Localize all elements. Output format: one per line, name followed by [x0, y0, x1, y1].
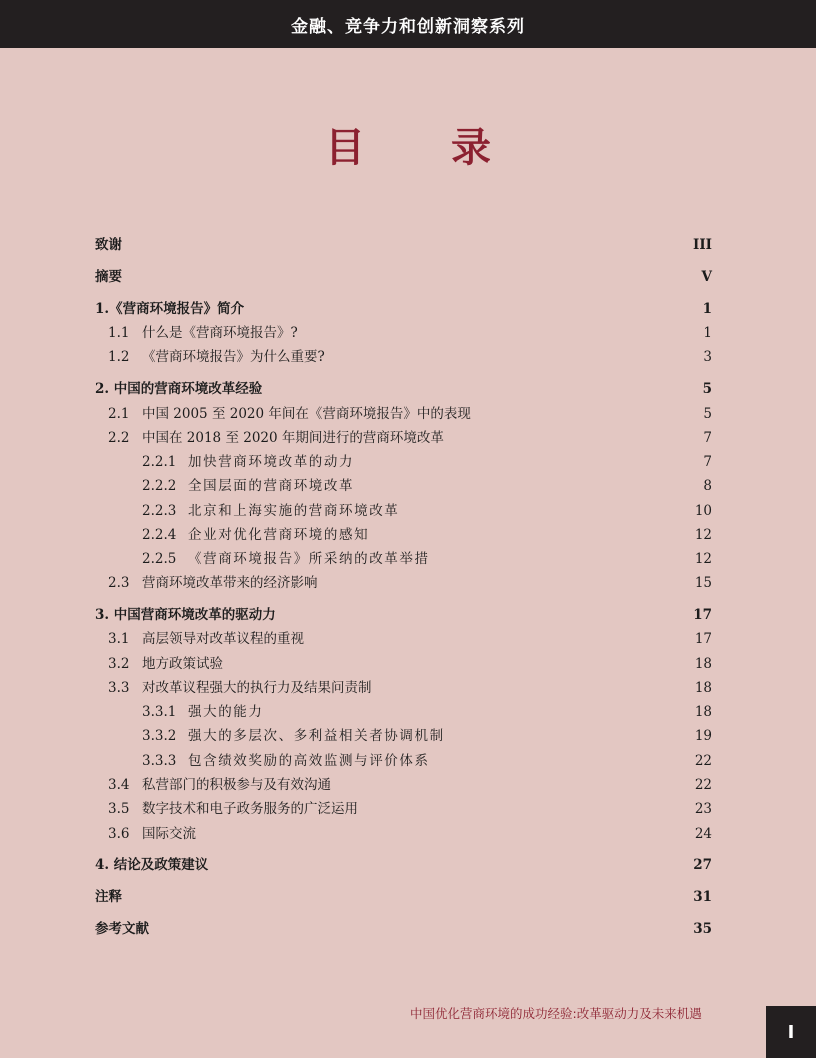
toc-entry-chapter-2[interactable]	[95, 378, 712, 400]
toc-entry-notes[interactable]	[95, 886, 712, 908]
toc-page-number: 31	[693, 889, 712, 905]
toc-label: 中国在 2018 至 2020 年期间进行的营商环境改革	[142, 430, 444, 446]
toc-entry-2-2-4[interactable]	[95, 524, 712, 546]
toc-entry-references[interactable]	[95, 918, 712, 940]
toc-section-number: 3.3	[108, 680, 130, 696]
toc-label: 2. 中国的营商环境改革经验	[95, 381, 263, 397]
toc-label: 1.《营商环境报告》简介	[95, 301, 245, 317]
toc-entry-3-2[interactable]	[95, 653, 712, 675]
toc-page-number: 22	[694, 777, 712, 793]
toc-entry-2-1[interactable]	[95, 403, 712, 425]
toc-label: 高层领导对改革议程的重视	[142, 631, 304, 647]
toc-section-number: 1.1	[108, 325, 130, 341]
toc-entry-2-2-5[interactable]	[95, 548, 712, 570]
toc-label: 北京和上海实施的营商环境改革	[188, 503, 400, 519]
toc-label: 3. 中国营商环境改革的驱动力	[95, 607, 276, 623]
toc-page-number: 23	[694, 801, 712, 817]
toc-section-number: 3.3.1	[142, 704, 177, 720]
toc-page-number: 18	[694, 656, 712, 672]
toc-section-number: 3.5	[108, 801, 130, 817]
toc-section-number: 3.2	[108, 656, 130, 672]
toc-section-number: 2.2.2	[142, 478, 177, 494]
toc-label: 包含绩效奖励的高效监测与评价体系	[188, 753, 430, 769]
toc-page-number: III	[693, 237, 712, 253]
toc-entry-3-3-1[interactable]	[95, 701, 712, 723]
toc-section-number: 3.3.2	[142, 728, 177, 744]
toc-label: 国际交流	[142, 826, 196, 842]
toc-entry-1-2[interactable]	[95, 346, 712, 368]
page-title: 目 录	[325, 124, 527, 171]
toc-label: 《营商环境报告》为什么重要?	[142, 349, 325, 365]
toc-entry-chapter-1[interactable]	[95, 298, 712, 320]
toc-page-number: 24	[694, 826, 712, 842]
page-number-box	[766, 1006, 816, 1058]
toc-section-number: 2.2	[108, 430, 130, 446]
toc-entry-3-4[interactable]	[95, 774, 712, 796]
toc-label: 地方政策试验	[142, 656, 223, 672]
toc-page-number: 35	[693, 921, 712, 937]
toc-label: 加快营商环境改革的动力	[188, 454, 355, 470]
toc-page-number: 22	[694, 753, 712, 769]
toc-entry-chapter-3[interactable]	[95, 604, 712, 626]
series-title: 金融、竞争力和创新洞察系列	[291, 16, 525, 37]
toc-section-number: 3.4	[108, 777, 130, 793]
toc-page-number: 8	[703, 478, 712, 494]
toc-page-number: 18	[694, 704, 712, 720]
toc-entry-3-3-2[interactable]	[95, 725, 712, 747]
toc-section-number: 2.2.3	[142, 503, 177, 519]
toc-entry-2-2-3[interactable]	[95, 500, 712, 522]
toc-page-number: 5	[703, 406, 712, 422]
toc-page-number: 12	[694, 527, 712, 543]
toc-page-number: 15	[694, 575, 712, 591]
toc-label: 企业对优化营商环境的感知	[188, 527, 370, 543]
toc-page-number: 7	[703, 430, 712, 446]
toc-label: 数字技术和电子政务服务的广泛运用	[142, 801, 358, 817]
toc-section-number: 1.2	[108, 349, 130, 365]
toc-label: 中国 2005 至 2020 年间在《营商环境报告》中的表现	[142, 406, 471, 422]
toc-section-number: 2.2.4	[142, 527, 177, 543]
toc-label: 致谢	[95, 237, 122, 253]
toc-section-number: 3.1	[108, 631, 130, 647]
toc-label: 什么是《营商环境报告》?	[142, 325, 298, 341]
toc-page-number: 5	[702, 381, 712, 397]
toc-section-number: 3.6	[108, 826, 130, 842]
toc-entry-1-1[interactable]	[95, 322, 712, 344]
toc-page-number: 17	[694, 631, 712, 647]
toc-entry-chapter-4[interactable]	[95, 854, 712, 876]
toc-entry-3-1[interactable]	[95, 628, 712, 650]
toc-label: 参考文献	[95, 921, 149, 937]
toc-entry-2-3[interactable]	[95, 572, 712, 594]
toc-label: 注释	[95, 889, 122, 905]
toc-label: 摘要	[95, 269, 122, 285]
toc-entry-2-2-1[interactable]	[95, 451, 712, 473]
toc-label: 营商环境改革带来的经济影响	[142, 575, 318, 591]
toc-label: 强大的多层次、多利益相关者协调机制	[188, 728, 445, 744]
series-header-bar	[0, 0, 816, 48]
toc-page-number: 17	[693, 607, 712, 623]
toc-page-number: 10	[694, 503, 712, 519]
toc-section-number: 3.3.3	[142, 753, 177, 769]
toc-label: 强大的能力	[188, 704, 264, 720]
toc-label: 私营部门的积极参与及有效沟通	[142, 777, 331, 793]
toc-label: 对改革议程强大的执行力及结果问责制	[142, 680, 372, 696]
toc-section-number: 2.3	[108, 575, 130, 591]
footer-book-title: 中国优化营商环境的成功经验:改革驱动力及未来机遇	[410, 1006, 702, 1021]
toc-page-number: 7	[703, 454, 712, 470]
toc-page-number: 1	[702, 301, 712, 317]
toc-section-number: 2.2.5	[142, 551, 177, 567]
toc-label: 《营商环境报告》所采纳的改革举措	[188, 551, 430, 567]
toc-page-number: 3	[703, 349, 712, 365]
toc-entry-abstract[interactable]	[95, 266, 712, 288]
toc-entry-2-2-2[interactable]	[95, 475, 712, 497]
toc-page-number: 12	[694, 551, 712, 567]
toc-section-number: 2.2.1	[142, 454, 177, 470]
toc-entry-3-3[interactable]	[95, 677, 712, 699]
toc-page-number: 27	[693, 857, 712, 873]
page-number: I	[787, 1021, 795, 1043]
toc-page-number: 19	[694, 728, 712, 744]
toc-entry-acknowledgements[interactable]	[95, 234, 712, 256]
toc-page-number: V	[701, 269, 712, 285]
toc-entry-3-3-3[interactable]	[95, 750, 712, 772]
toc-page-number: 18	[694, 680, 712, 696]
toc-entry-3-5[interactable]	[95, 798, 712, 820]
toc-entry-3-6[interactable]	[95, 823, 712, 845]
toc-label: 全国层面的营商环境改革	[188, 478, 355, 494]
toc-section-number: 2.1	[108, 406, 130, 422]
toc-label: 4. 结论及政策建议	[95, 857, 209, 873]
toc-entry-2-2[interactable]	[95, 427, 712, 449]
toc-page-number: 1	[703, 325, 712, 341]
